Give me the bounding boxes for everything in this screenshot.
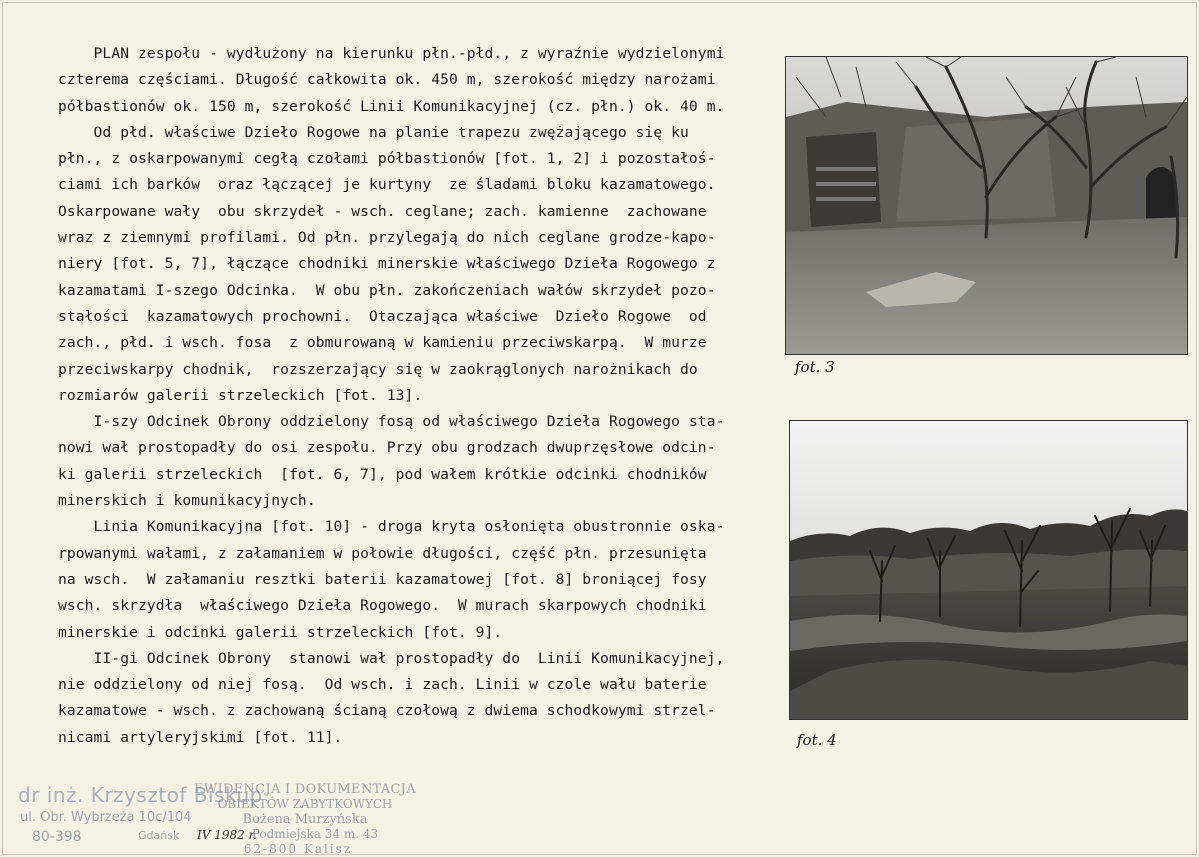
document-body-text [58, 41, 783, 751]
photo-fot-4 [789, 420, 1188, 720]
text-line: wraz z ziemnymi profilami. Od płn. przylegają do nich ceglane grodze-kapo- [58, 229, 716, 247]
text-line: stałości kazamatowych prochowni. Otaczająca właściwe Dzieło Rogowe od [58, 307, 707, 325]
text-line: PLAN zespołu - wydłużony na kierunku płn.-płd., z wyraźnie wydzielonymi [58, 45, 725, 62]
text-line: I-szy Odcinek Obrony oddzielony fosą od właściwego Dzieła Rogowego sta- [58, 413, 725, 431]
text-line: płn., z oskarpowanymi cegłą czołami półbastionów [fot. 1, 2] i pozostałoś- [58, 150, 716, 168]
text-line: II-gi Odcinek Obrony stanowi wał prostopadły do Linii Komunikacyjnej, [58, 649, 725, 667]
text-line: przeciwskarpy chodnik, rozszerzający się w zaokrąglonych narożnikach do [58, 360, 698, 378]
author-stamp-city: Gdańsk [138, 829, 180, 842]
office-stamp-line-3: Bożena Murzyńska [242, 812, 368, 827]
text-line: minerskich i komunikacyjnych. [58, 492, 316, 510]
photo-fot-4-caption: fot. 4 [797, 731, 837, 749]
photo-fot-4-image [790, 421, 1187, 719]
author-stamp-street: ul. Obr. Wybrzeża 10c/104 [20, 810, 192, 825]
text-line: nie oddzielony od niej fosą. Od wsch. i zach. Linii w czole wału baterie [58, 676, 707, 694]
text-line: rpowanymi wałami, z załamaniem w połowie długości, część płn. przesunięta [58, 544, 707, 562]
text-line: nicami artyleryjskimi [fot. 11]. [58, 728, 343, 746]
author-stamp-name: dr inż. Krzysztof Biskup [18, 783, 263, 807]
author-stamp-zip: 80-398 [32, 829, 82, 845]
office-stamp-line-1: EWIDENCJA I DOKUMENTACJA [194, 782, 416, 797]
handwritten-date: IV 1982 r. [197, 828, 257, 842]
office-stamp-line-2: OBIEKTÓW ZABYTKOWYCH [217, 797, 393, 811]
text-line: minerskie i odcinki galerii strzeleckich [fot. 9]. [58, 623, 503, 641]
text-line: na wsch. W załamaniu resztki baterii kazamatowej [fot. 8] broniącej fosy [58, 570, 707, 588]
text-line: czterema częściami. Długość całkowita ok. 450 m, szerokość między narożami [58, 71, 716, 89]
text-line: Od płd. właściwe Dzieło Rogowe na planie trapezu zwężającego się ku [58, 123, 689, 141]
text-line: niery [fot. 5, 7], łączące chodniki minerskie właściwego Dzieła Rogowego z [58, 255, 716, 273]
photo-fot-3-caption: fot. 3 [795, 358, 835, 376]
photo-fot-3 [785, 56, 1188, 355]
text-line: ciami ich barków oraz łączącej je kurtyny ze śladami bloku kazamatowego. [58, 176, 716, 194]
text-line: kazamatowe - wsch. z zachowaną ścianą czołową z dwiema schodkowymi strzel- [58, 702, 716, 720]
text-line: Linia Komunikacyjna [fot. 10] - droga kryta osłonięta obustronnie oska- [58, 518, 725, 536]
text-line: ki galerii strzeleckich [fot. 6, 7], pod wałem krótkie odcinki chodników [58, 465, 707, 483]
text-line: nowi wał prostopadły do osi zespołu. Przy obu grodzach dwuprzęsłowe odcin- [58, 439, 716, 457]
text-line: półbastionów ok. 150 m, szerokość Linii Komunikacyjnej (cz. płn.) ok. 40 m. [58, 97, 725, 115]
office-stamp-line-5: 62-800 Kalisz [243, 842, 353, 856]
text-line: wsch. skrzydła właściwego Dzieła Rogowego. W murach skarpowych chodniki [58, 597, 707, 615]
text-line: kazamatami I-szego Odcinka. W obu płn. zakończeniach wałów skrzydeł pozo- [58, 281, 716, 299]
office-stamp-line-4: Podmiejska 34 m. 43 [251, 827, 379, 841]
text-line: zach., płd. i wsch. fosa z obmurowaną w kamieniu przeciwskarpą. W murze [58, 334, 707, 352]
text-line: Oskarpowane wały obu skrzydeł - wsch. ceglane; zach. kamienne zachowane [58, 202, 707, 220]
text-line: rozmiarów galerii strzeleckich [fot. 13]. [58, 386, 423, 404]
photo-fot-3-image [786, 57, 1187, 354]
